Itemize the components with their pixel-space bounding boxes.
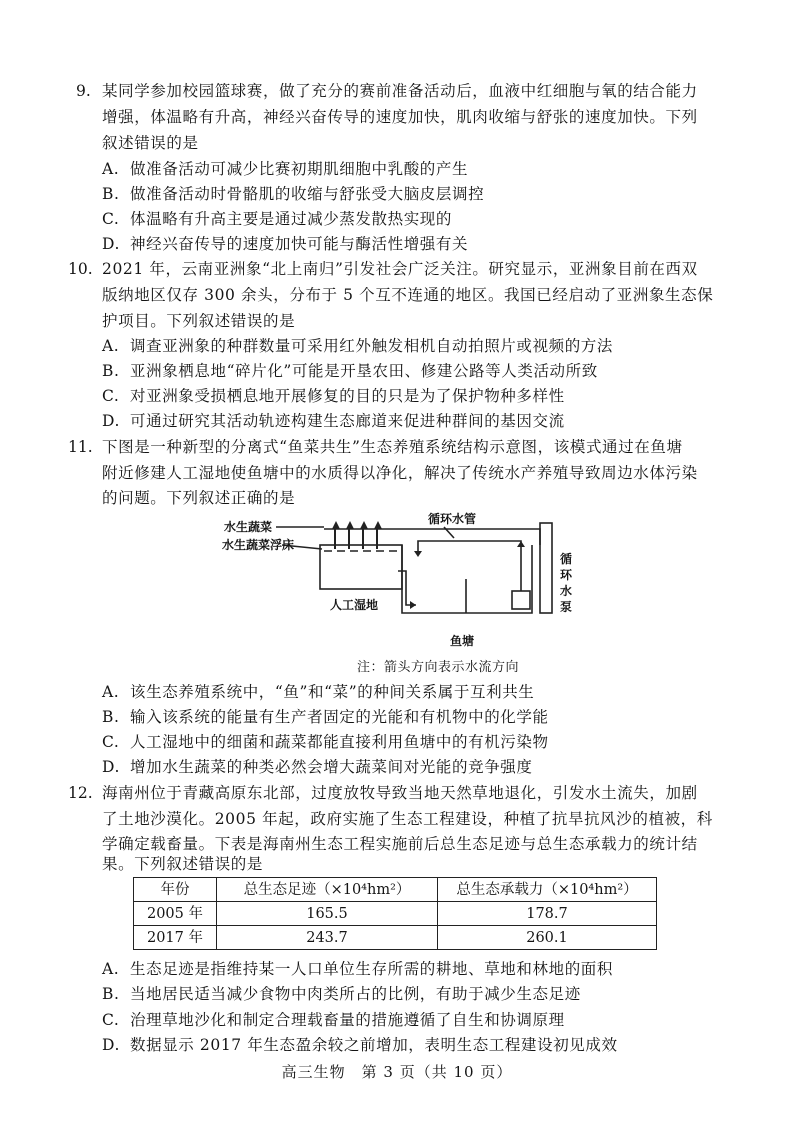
option-a xyxy=(102,959,613,979)
option-label: D. xyxy=(102,1036,121,1054)
label-pump-3: 水 xyxy=(560,584,573,598)
option-text: 调查亚洲象的种群数量可采用红外触发相机自动拍照片或视频的方法 xyxy=(130,337,614,355)
question-stem-line: 叙述错误的是 xyxy=(102,134,199,152)
label-aquatic-vegetables: 水生蔬菜 xyxy=(224,520,273,534)
option-c xyxy=(102,209,452,229)
option-label: D. xyxy=(102,758,121,776)
table-header-cell: 年份 xyxy=(134,878,217,902)
option-text: 亚洲象栖息地“碎片化”可能是开垦农田、修建公路等人类活动所致 xyxy=(130,362,598,380)
question-stem-line: 增强，体温略有升高，神经兴奋传导的速度加快，肌肉收缩与舒张的速度加快。下列 xyxy=(102,108,698,126)
question-stem-line: 的问题。下列叙述正确的是 xyxy=(102,489,296,507)
label-fish-pond: 鱼塘 xyxy=(450,634,475,648)
label-floating-bed: 水生蔬菜浮床 xyxy=(222,538,295,552)
outflow-pipe xyxy=(398,571,416,605)
option-label: A. xyxy=(102,337,120,355)
option-b xyxy=(102,707,549,727)
option-text: 做准备活动时骨骼肌的收缩与舒张受大脑皮层调控 xyxy=(130,185,485,203)
option-b xyxy=(102,361,598,381)
option-a xyxy=(102,159,468,179)
label-pump-1: 循 xyxy=(560,552,573,566)
label-pump-2: 环 xyxy=(560,568,573,582)
option-text: 对亚洲象受损栖息地开展修复的目的只是为了保护物种多样性 xyxy=(130,387,565,405)
option-label: C. xyxy=(102,387,120,405)
label-wetland: 人工湿地 xyxy=(330,598,379,612)
option-a xyxy=(102,682,534,702)
option-label: B. xyxy=(102,985,120,1003)
pump-box xyxy=(512,591,530,609)
question-stem-line: 学确定载畜量。下表是海南州生态工程实施前后总生态足迹与总生态承载力的统计结 xyxy=(102,835,698,853)
option-label: C. xyxy=(102,1011,120,1029)
option-label: D. xyxy=(102,412,121,430)
option-text: 可通过研究其活动轨迹构建生态廊道来促进种群间的基因交流 xyxy=(130,412,565,430)
table-row xyxy=(134,902,657,926)
table-cell: 2017 年 xyxy=(134,926,217,950)
option-label: A. xyxy=(102,160,120,178)
option-label: C. xyxy=(102,733,120,751)
table-cell: 165.5 xyxy=(217,902,438,926)
option-b xyxy=(102,184,484,204)
option-c xyxy=(102,732,549,752)
table-cell: 260.1 xyxy=(438,926,657,950)
label-circulation-pipe: 循环水管 xyxy=(428,512,477,526)
option-b xyxy=(102,984,581,1004)
question-number: 11. xyxy=(68,438,93,456)
ecological-footprint-table xyxy=(133,877,657,950)
diagram-note: 注：箭头方向表示水流方向 xyxy=(357,660,520,675)
option-a xyxy=(102,336,613,356)
option-text: 做准备活动可减少比赛初期肌细胞中乳酸的产生 xyxy=(130,160,469,178)
option-d xyxy=(102,234,468,254)
page-footer: 高三生物 第 3 页（共 10 页） xyxy=(281,1063,513,1081)
circulation-pipe xyxy=(418,541,521,591)
table-cell: 2005 年 xyxy=(134,902,217,926)
label-pump-4: 泵 xyxy=(560,600,573,614)
table-cell: 178.7 xyxy=(438,902,657,926)
option-text: 该生态养殖系统中，“鱼”和“菜”的种间关系属于互利共生 xyxy=(130,683,535,701)
fish-vegetable-symbiosis-diagram xyxy=(222,505,582,680)
option-text: 治理草地沙化和制定合理载畜量的措施遵循了自生和协调原理 xyxy=(130,1011,565,1029)
question-stem-line: 了土地沙漠化。2005 年起，政府实施了生态工程建设，种植了抗旱抗风沙的植被，科 xyxy=(102,810,713,828)
option-label: D. xyxy=(102,235,121,253)
question-number: 10. xyxy=(68,260,93,278)
option-text: 输入该系统的能量有生产者固定的光能和有机物中的化学能 xyxy=(130,708,549,726)
option-text: 神经兴奋传导的速度加快可能与酶活性增强有关 xyxy=(130,235,469,253)
question-stem-line: 2021 年，云南亚洲象“北上南归”引发社会广泛关注。研究显示，亚洲象目前在西双 xyxy=(102,260,698,278)
option-d xyxy=(102,411,565,431)
option-d xyxy=(102,757,533,777)
option-c xyxy=(102,1010,565,1030)
question-stem-line: 版纳地区仅存 300 余头，分布于 5 个互不连通的地区。我国已经启动了亚洲象生态保 xyxy=(102,286,714,304)
option-text: 生态足迹是指维持某一人口单位生存所需的耕地、草地和林地的面积 xyxy=(130,960,614,978)
option-text: 体温略有升高主要是通过减少蒸发散热实现的 xyxy=(130,210,453,228)
option-text: 增加水生蔬菜的种类必然会增大蔬菜间对光能的竞争强度 xyxy=(130,758,533,776)
question-stem-line: 护项目。下列叙述错误的是 xyxy=(102,312,296,330)
table-header-row xyxy=(134,878,657,902)
question-stem-line: 果。下列叙述错误的是 xyxy=(102,855,264,873)
table-row xyxy=(134,926,657,950)
question-stem-line: 附近修建人工湿地使鱼塘中的水质得以净化，解决了传统水产养殖导致周边水体污染 xyxy=(102,464,698,482)
pipe-outer xyxy=(324,529,540,545)
question-number: 9. xyxy=(76,82,91,100)
option-c xyxy=(102,386,565,406)
option-label: B. xyxy=(102,362,120,380)
option-text: 数据显示 2017 年生态盈余较之前增加，表明生态工程建设初见成效 xyxy=(130,1036,618,1054)
question-stem-line: 某同学参加校园篮球赛，做了充分的赛前准备活动后，血液中红细胞与氧的结合能力 xyxy=(102,82,698,100)
flow-arrows xyxy=(410,541,525,609)
question-number: 12. xyxy=(68,784,93,802)
option-text: 当地居民适当减少食物中肉类所占的比例，有助于减少生态足迹 xyxy=(130,985,581,1003)
table-cell: 243.7 xyxy=(217,926,438,950)
table-header-cell: 总生态承载力（×10⁴hm²） xyxy=(438,878,657,902)
option-label: A. xyxy=(102,960,120,978)
question-stem-line: 下图是一种新型的分离式“鱼菜共生”生态养殖系统结构示意图，该模式通过在鱼塘 xyxy=(102,438,683,456)
option-label: A. xyxy=(102,683,120,701)
option-label: B. xyxy=(102,185,120,203)
option-d xyxy=(102,1035,618,1055)
option-label: C. xyxy=(102,210,120,228)
diagram-svg xyxy=(222,505,582,655)
option-text: 人工湿地中的细菌和蔬菜都能直接利用鱼塘中的有机污染物 xyxy=(130,733,549,751)
table-header-cell: 总生态足迹（×10⁴hm²） xyxy=(217,878,438,902)
column xyxy=(540,523,552,613)
option-label: B. xyxy=(102,708,120,726)
question-stem-line: 海南州位于青藏高原东北部，过度放牧导致当地天然草地退化，引发水土流失，加剧 xyxy=(102,784,698,802)
